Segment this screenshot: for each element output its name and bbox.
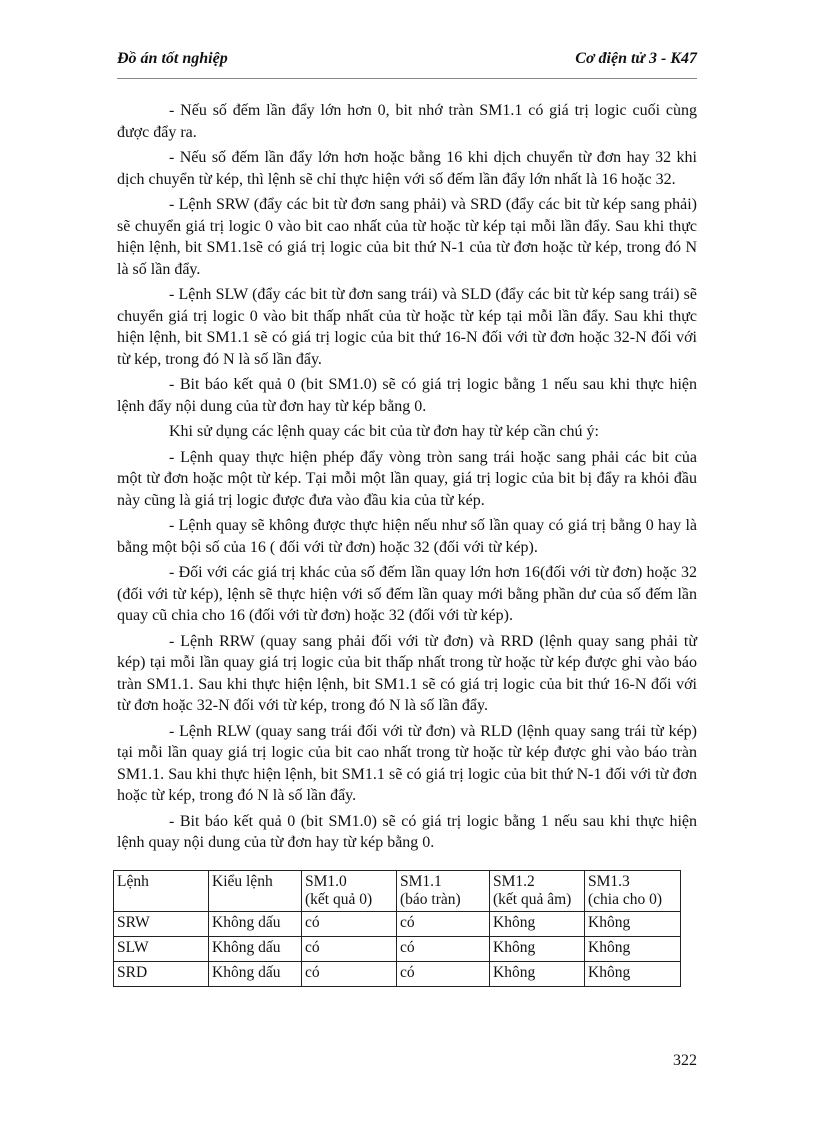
table-cell: Không (585, 962, 681, 987)
table-cell: có (302, 937, 397, 962)
paragraph: - Lệnh RLW (quay sang trái đối với từ đơn) và RLD (lệnh quay sang trái từ kép) tại mỗi lần quay giá trị logic của bit cao nhất trong từ hoặc từ kép được ghi vào báo tràn SM1.1. Sau khi thực hiện lệnh, bit SM1.1 sẽ có giá trị logic của bit thứ N-1 đối với từ đơn hoặc từ kép, trong đó N là số lần đẩy. (117, 722, 697, 804)
table-cell: Không dấu (209, 937, 302, 962)
header-cell: Kiểu lệnh (209, 871, 302, 912)
table-cell: Không dấu (209, 912, 302, 937)
table-row (114, 937, 681, 962)
header-divider (117, 78, 697, 79)
table-row (114, 912, 681, 937)
table-cell: có (302, 962, 397, 987)
paragraph: - Lệnh quay sẽ không được thực hiện nếu như số lần quay có giá trị bằng 0 hay là bằng một bội số của 16 ( đối với từ đơn) hoặc 32 (đối với từ kép). (117, 517, 697, 556)
table-cell: có (397, 962, 490, 987)
status-bits-table (113, 870, 681, 987)
table-cell: SLW (114, 937, 209, 962)
header-course-label: Cơ điện tử 3 - K47 (575, 50, 697, 67)
paragraph: - Bit báo kết quả 0 (bit SM1.0) sẽ có giá trị logic bằng 1 nếu sau khi thực hiện lệnh đẩy nội dung của từ đơn hay từ kép bằng 0. (117, 376, 697, 415)
table-row (114, 962, 681, 987)
table-cell: có (302, 912, 397, 937)
paragraph: - Lệnh SRW (đẩy các bit từ đơn sang phải) và SRD (đẩy các bit từ kép sang phải) sẽ chuyển giá trị logic 0 vào bit cao nhất của từ hoặc từ kép tại mỗi lần đẩy. Sau khi thực hiện lệnh, bit SM1.1sẽ có giá trị logic của bit thứ N-1 của từ đơn hoặc từ kép, trong đó N là số lần đẩy. (117, 196, 697, 278)
table-cell: có (397, 912, 490, 937)
paragraph: - Lệnh RRW (quay sang phải đối với từ đơn) và RRD (lệnh quay sang phải từ kép) tại mỗi lần quay giá trị logic của bit thấp nhất trong từ hoặc từ kép được ghi vào báo tràn SM1.1. Sau khi thực hiện lệnh, bit SM1.1 sẽ có giá trị logic của bit thứ 16-N đối với từ đơn hoặc 32-N đối với từ kép, trong đó N là số lần đẩy. (117, 632, 697, 714)
header-cell: SM1.2 (kết quả âm) (490, 871, 585, 912)
table-cell: SRW (114, 912, 209, 937)
header-cell: SM1.3 (chia cho 0) (585, 871, 681, 912)
page-header (117, 50, 697, 78)
table-cell: Không (490, 962, 585, 987)
paragraph: - Nếu số đếm lần đẩy lớn hơn 0, bit nhớ tràn SM1.1 có giá trị logic cuối cùng được đẩy ra. (117, 102, 697, 141)
page-number: 322 (673, 1052, 697, 1069)
header-cell: SM1.0 (kết quả 0) (302, 871, 397, 912)
table-cell: Không (490, 912, 585, 937)
paragraph: - Lệnh SLW (đẩy các bit từ đơn sang trái) và SLD (đẩy các bit từ kép sang trái) sẽ chuyển giá trị logic 0 vào bit thấp nhất của từ hoặc từ kép tại mỗi lần đẩy. Sau khi thực hiện lệnh, bit SM1.1 sẽ có giá trị logic của bit thứ 16-N đối với từ đơn hoặc 32-N đối với từ kép, trong đó N là số lần đẩy. (117, 286, 697, 368)
table-cell: Không (585, 912, 681, 937)
body-text (117, 100, 697, 858)
table-cell: Không (490, 937, 585, 962)
paragraph: - Lệnh quay thực hiện phép đẩy vòng tròn sang trái hoặc sang phải các bit của một từ đơn hoặc một từ kép. Tại mỗi một lần quay, giá trị logic của bit bị đẩy ra khỏi đầu này cũng là giá trị logic được đưa vào đầu kia của từ kép. (117, 448, 697, 509)
paragraph: - Nếu số đếm lần đẩy lớn hơn hoặc bằng 16 khi dịch chuyển từ đơn hay 32 khi dịch chuyển từ kép, thì lệnh sẽ chỉ thực hiện với số đếm lần đẩy lớn nhất là 16 hoặc 32. (117, 149, 697, 188)
table-cell: Không dấu (209, 962, 302, 987)
table-cell: có (397, 937, 490, 962)
header-cell: Lệnh (114, 871, 209, 912)
table-cell: SRD (114, 962, 209, 987)
header-document-title: Đồ án tốt nghiệp (117, 50, 228, 67)
paragraph: - Bit báo kết quả 0 (bit SM1.0) sẽ có giá trị logic bằng 1 nếu sau khi thực hiện lệnh quay nội dung của từ đơn hay từ kép bằng 0. (117, 812, 697, 851)
table-header-row (114, 871, 681, 912)
header-cell: SM1.1 (báo tràn) (397, 871, 490, 912)
paragraph: Khi sử dụng các lệnh quay các bit của từ đơn hay từ kép cần chú ý: (169, 423, 599, 440)
table-cell: Không (585, 937, 681, 962)
paragraph: - Đối với các giá trị khác của số đếm lần quay lớn hơn 16(đối với từ đơn) hoặc 32 (đối với từ kép), lệnh sẽ thực hiện với số đếm lần quay mới bằng phần dư của số đếm lần quay cũ chia cho 16 (đối với từ đơn) hoặc 32 (đối với từ kép). (117, 564, 697, 624)
